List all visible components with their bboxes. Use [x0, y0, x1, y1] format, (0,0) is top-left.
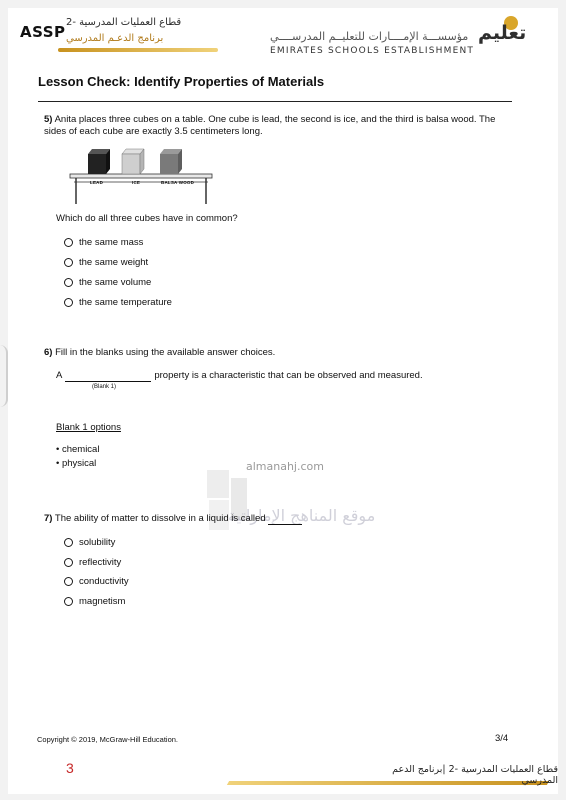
q6-sentence — [56, 370, 524, 382]
option-label: the same volume — [79, 277, 152, 288]
q5-option-volume[interactable] — [64, 277, 151, 288]
radio-button[interactable] — [64, 558, 73, 567]
question-number: 6) — [44, 347, 53, 358]
option-label: chemical — [61, 444, 100, 455]
establishment-name-ar: مؤسســـة الإمــــارات للتعليــم المدرســــي — [270, 30, 469, 43]
footer-sector-ar: قطاع العمليات المدرسية -2 |برنامج الدعم المدرسي — [392, 764, 558, 786]
radio-button[interactable] — [64, 238, 73, 247]
q5-option-weight[interactable] — [64, 257, 148, 268]
q7-option-conductivity[interactable] — [64, 576, 129, 587]
option-label: conductivity — [79, 576, 129, 587]
page-number: 3/4 — [495, 733, 509, 744]
header-gold-bar — [58, 48, 218, 52]
sentence-start: A — [56, 370, 63, 381]
question-6 — [44, 347, 512, 359]
question-number: 5) — [44, 114, 53, 125]
question-text: Anita places three cubes on a table. One cube is lead, the second is ice, and the third is balsa wood. The sides of each cube are exactly 3.5 centimeters long. — [44, 114, 496, 137]
blank-1-tag: (Blank 1) — [92, 384, 117, 390]
sheet-number: 3 — [66, 760, 74, 776]
cubes-on-table-figure — [68, 146, 214, 206]
page-title: Lesson Check: Identify Properties of Materials — [38, 74, 325, 89]
q7-option-reflectivity[interactable] — [64, 557, 121, 568]
establishment-name-en: EMIRATES SCHOOLS ESTABLISHMENT — [270, 46, 475, 56]
sector-title-ar: قطاع العمليات المدرسية -2 — [66, 17, 182, 28]
title-divider — [38, 101, 512, 102]
option-label: the same weight — [79, 257, 149, 268]
radio-button[interactable] — [64, 278, 73, 287]
blank-1-field[interactable] — [65, 372, 151, 382]
option-label: the same temperature — [79, 297, 172, 308]
q5-option-temperature[interactable] — [64, 297, 172, 308]
option-label: solubility — [79, 537, 116, 548]
blank-option-chemical: • chemical — [56, 444, 100, 455]
program-title-ar: برنامج الدعـم المدرسي — [66, 33, 164, 44]
blank-1-options-heading: Blank 1 options — [56, 422, 121, 433]
question-7 — [44, 513, 512, 525]
q5-option-mass[interactable] — [64, 237, 143, 248]
option-label: the same mass — [79, 237, 144, 248]
watermark-url: almanahj.com — [246, 460, 324, 473]
question-text: The ability of matter to dissolve in a liquid is called — [54, 513, 266, 524]
page-edge-mark — [0, 345, 8, 407]
radio-button[interactable] — [64, 597, 73, 606]
q7-option-solubility[interactable] — [64, 537, 115, 548]
copyright-notice: Copyright © 2019, McGraw-Hill Education. — [37, 735, 178, 744]
figure-label-ice: ICE — [132, 180, 141, 185]
worksheet-page — [8, 8, 558, 794]
figure-label-balsa: BALSA WOOD — [161, 180, 195, 185]
option-label: reflectivity — [79, 557, 122, 568]
radio-button[interactable] — [64, 298, 73, 307]
blank-option-physical: • physical — [56, 458, 97, 469]
radio-button[interactable] — [64, 577, 73, 586]
q7-option-magnetism[interactable] — [64, 596, 125, 607]
option-label: physical — [61, 458, 97, 469]
question-5-prompt: Which do all three cubes have in common? — [56, 213, 238, 224]
option-label: magnetism — [79, 596, 126, 607]
assp-label: ASSP — [20, 23, 66, 41]
q7-blank-field[interactable] — [268, 515, 302, 525]
radio-button[interactable] — [64, 538, 73, 547]
radio-button[interactable] — [64, 258, 73, 267]
question-number: 7) — [44, 513, 53, 524]
watermark-arabic: موقع المناهج الإماراتية — [228, 506, 376, 525]
sentence-end: property is a characteristic that can be observed and measured. — [154, 370, 423, 381]
taleem-logo: تعليم — [478, 22, 527, 44]
question-5 — [44, 114, 512, 138]
figure-label-lead: LEAD — [90, 180, 104, 185]
question-text: Fill in the blanks using the available answer choices. — [55, 347, 276, 358]
